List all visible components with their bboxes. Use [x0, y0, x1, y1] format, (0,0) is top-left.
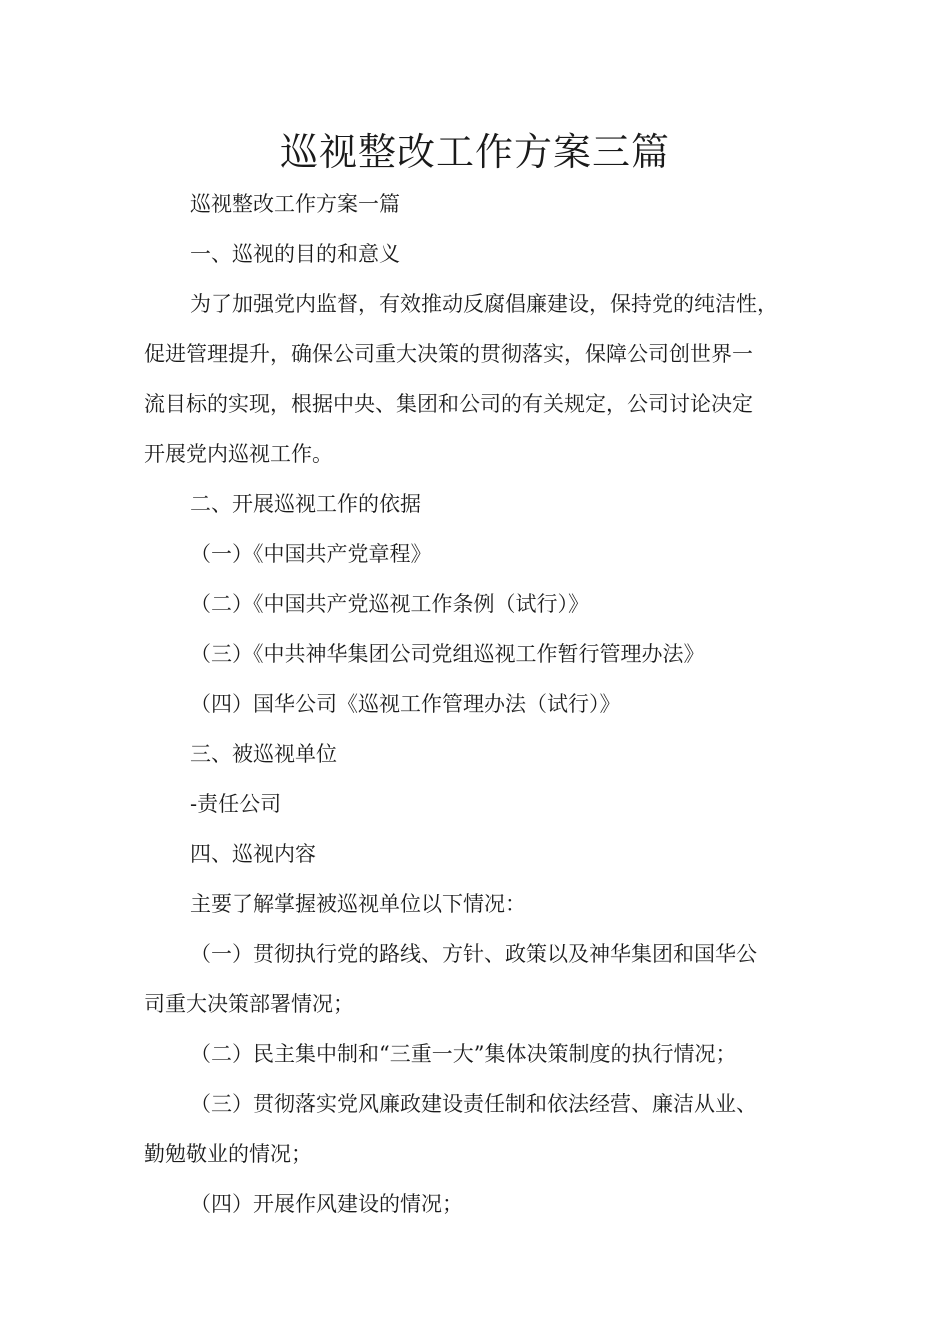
text-line: 开展党内巡视工作。 — [144, 442, 333, 466]
list-item: （二）《中国共产党巡视工作条例（试行）》 — [190, 592, 589, 616]
list-item: （三）《中共神华集团公司党组巡视工作暂行管理办法》 — [190, 642, 705, 666]
text-line: 促进管理提升，确保公司重大决策的贯彻落实，保障公司创世界一 — [144, 342, 753, 366]
text-line: 为了加强党内监督，有效推动反腐倡廉建设，保持党的纯洁性， — [190, 292, 778, 316]
section-heading: 一、巡视的目的和意义 — [190, 242, 400, 266]
section-heading: 四、巡视内容 — [190, 842, 316, 866]
text-line: 巡视整改工作方案一篇 — [190, 192, 400, 216]
list-item: （四）开展作风建设的情况； — [190, 1192, 463, 1216]
text-line: -责任公司 — [190, 792, 282, 816]
list-item: （四）国华公司《巡视工作管理办法（试行）》 — [190, 692, 621, 716]
document-title: 巡视整改工作方案三篇 — [279, 130, 670, 174]
list-item: （一）贯彻执行党的路线、方针、政策以及神华集团和国华公 — [190, 942, 757, 966]
document-body — [144, 179, 834, 1229]
section-heading: 二、开展巡视工作的依据 — [190, 492, 421, 516]
list-item: （三）贯彻落实党风廉政建设责任制和依法经营、廉洁从业、 — [190, 1092, 757, 1116]
text-line: 司重大决策部署情况； — [144, 992, 354, 1016]
section-heading: 三、被巡视单位 — [190, 742, 337, 766]
list-item: （一）《中国共产党章程》 — [190, 542, 432, 566]
text-line: 流目标的实现，根据中央、集团和公司的有关规定，公司讨论决定 — [144, 392, 753, 416]
list-item: （二）民主集中制和“三重一大”集体决策制度的执行情况； — [190, 1042, 737, 1066]
text-line: 主要了解掌握被巡视单位以下情况： — [190, 892, 526, 916]
text-line: 勤勉敬业的情况； — [144, 1142, 312, 1166]
